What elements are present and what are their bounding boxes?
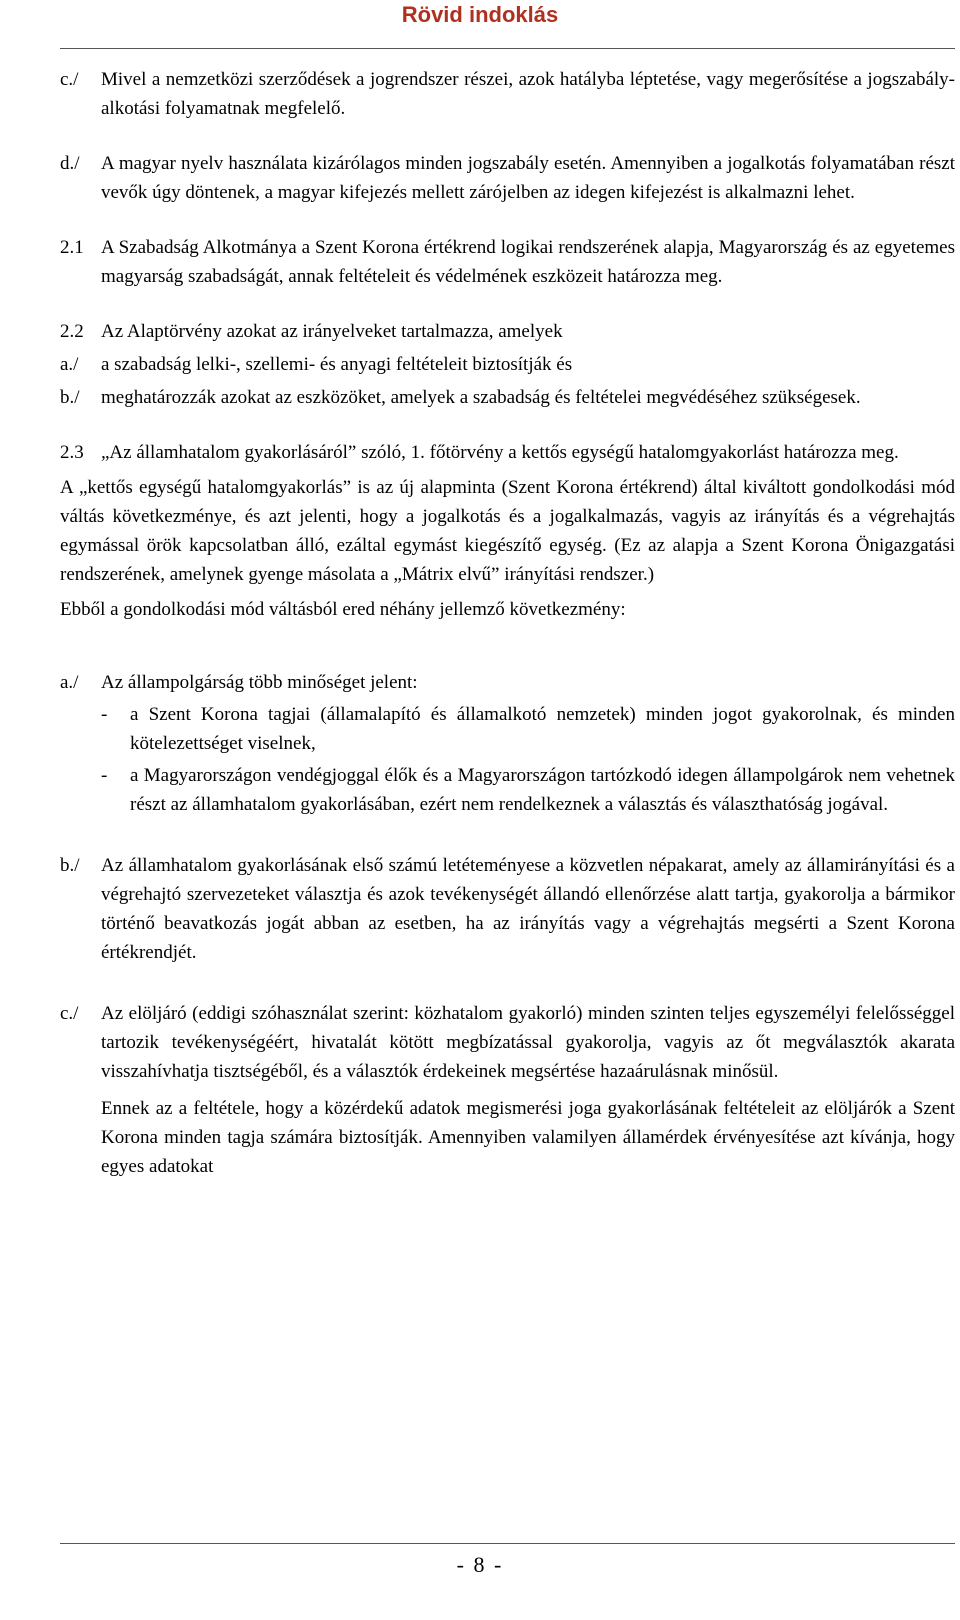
section-label: 2.1: [60, 237, 84, 258]
section-label: a./: [60, 354, 79, 375]
section-text: Az állampolgárság több minőséget jelent:: [101, 672, 418, 693]
section-label: a./: [60, 672, 79, 693]
footer-rule: [60, 1543, 955, 1544]
section-text: A Szabadság Alkotmánya a Szent Korona értékrend logikai rendszerének alapja, Magyarország és az egyetemes magyarság szabadságát, annak feltételeit és védelmének eszközeit határozza meg.: [101, 237, 955, 287]
section-d: [60, 149, 955, 207]
section-label: c./: [60, 1003, 79, 1024]
section-2-3: [60, 438, 955, 467]
section-label: b./: [60, 387, 80, 408]
list-item: [101, 761, 955, 819]
consequence-c-extra: Ennek az a feltétele, hogy a közérdekű adatok megismerési joga gyakorlásának feltételeit az elöljárók a Szent Korona minden tagja számára biztosítják. Amennyiben valamilyen államérdek érvényesítése azt kívánja, hogy egyes adatokat: [101, 1098, 955, 1177]
section-label: 2.2: [60, 321, 84, 342]
dash-marker: -: [101, 704, 108, 725]
consequence-a-bullets: [101, 700, 955, 819]
section-2-1: [60, 233, 955, 291]
section-text: Az államhatalom gyakorlásának első számú letéteményese a közvetlen népakarat, amely az államirányítási és a végrehajtó szervezeteket választja és azok tevékenységét állandó ellenőrzése alatt tartja, gyakorolja a bármikor történő beavatkozás jogát abban az esetben, ha az irányítás vagy a végrehajtás megsérti a Szent Korona értékrendjét.: [101, 855, 955, 963]
section-text: A magyar nyelv használata kizárólagos minden jogszabály esetén. Amennyiben a jogalkotás folyamatában részt vevők úgy döntenek, a magyar kifejezés mellett zárójelben az idegen kifejezést is alkalmazni lehet.: [101, 153, 955, 203]
section-2-2-a: [60, 350, 955, 379]
section-label: 2.3: [60, 442, 84, 463]
section-label: d./: [60, 153, 80, 174]
section-2-2: [60, 317, 955, 346]
section-text: „Az államhatalom gyakorlásáról” szóló, 1. főtörvény a kettős egységű hatalomgyakorlást határozza meg.: [101, 442, 899, 463]
header-rule: [60, 48, 955, 49]
paragraph-consequences-intro: Ebből a gondolkodási mód váltásból ered néhány jellemző következmény:: [60, 599, 626, 620]
section-2-2-b: [60, 383, 955, 412]
section-text: meghatározzák azokat az eszközöket, amelyek a szabadság és feltételei megvédéséhez szükségesek.: [101, 387, 861, 408]
section-label: b./: [60, 855, 80, 876]
page-header: [0, 0, 960, 30]
section-c: [60, 65, 955, 123]
document-body: [60, 65, 955, 1181]
dash-marker: -: [101, 765, 108, 786]
section-label: c./: [60, 69, 79, 90]
paragraph-dual-power: A „kettős egységű hatalomgyakorlás” is az új alapminta (Szent Korona értékrend) által kiváltott gondolkodási mód váltás következménye, és azt jelenti, hogy a jogalkotás és a jogalkalmazás, vagyis az irányítás és a végrehajtás egymással örök kapcsolatban álló, ezáltal egymást kiegészítő egység. (Ez az alapja a Szent Korona Önigazgatási rendszerének, amelynek gyenge másolata a „Mátrix elvű” irányítási rendszer.): [60, 477, 955, 585]
list-item-text: a Magyarországon vendégjoggal élők és a Magyarországon tartózkodó idegen állampolgárok nem vehetnek részt az államhatalom gyakorlásában, ezért nem rendelkeznek a választás és választhatóság jogával.: [130, 765, 955, 815]
section-text: a szabadság lelki-, szellemi- és anyagi feltételeit biztosítják és: [101, 354, 573, 375]
list-item: [101, 700, 955, 758]
consequence-a: [60, 668, 955, 697]
section-text: Az Alaptörvény azokat az irányelveket tartalmazza, amelyek: [101, 321, 563, 342]
header-title: Rövid indoklás: [401, 2, 559, 27]
consequence-c: [60, 999, 955, 1086]
consequence-b: [60, 851, 955, 967]
section-text: Mivel a nemzetközi szerződések a jogrendszer részei, azok hatályba léptetése, vagy megerősítése a jogszabály-alkotási folyamatnak megfelelő.: [101, 69, 955, 119]
list-item-text: a Szent Korona tagjai (államalapító és államalkotó nemzetek) minden jogot gyakorolnak, és minden kötelezettséget viselnek,: [130, 704, 955, 754]
page-number: - 8 -: [456, 1552, 504, 1577]
section-text: Az elöljáró (eddigi szóhasználat szerint: közhatalom gyakorló) minden szinten teljes egyszemélyi felelősséggel tartozik tevékenységéért, hivatalát kötött megbízatással gyakorolja, vagyis az őt megválasztók akarata visszahívhatja tisztségéből, és a választók érdekeinek megsértése hazaárulásnak minősül.: [101, 1003, 955, 1082]
